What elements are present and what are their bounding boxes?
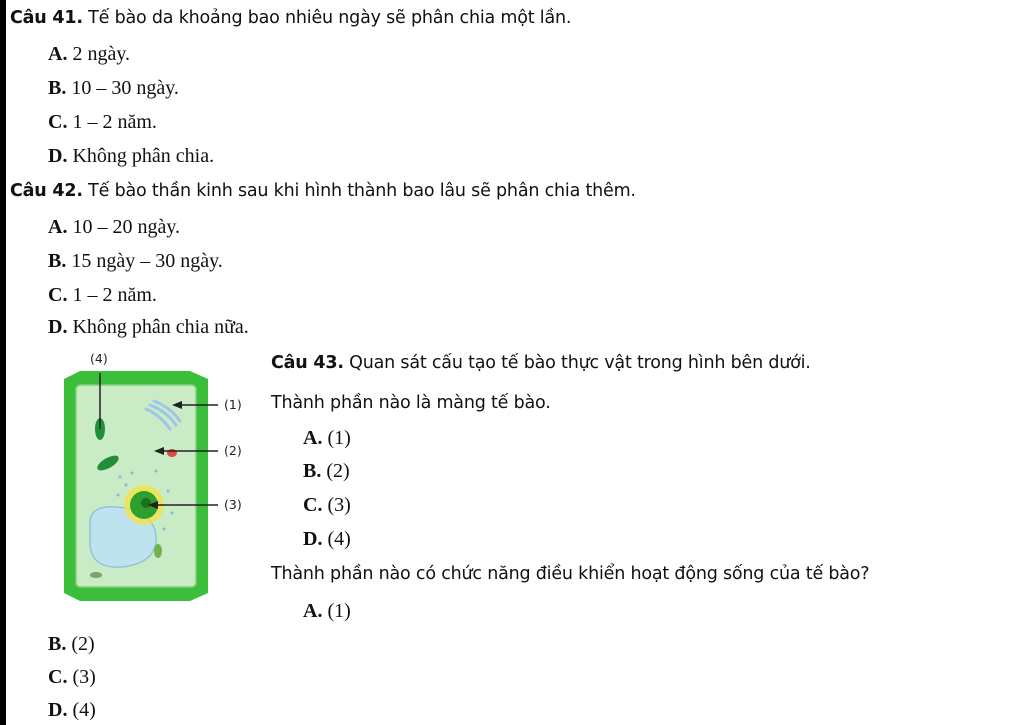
option-letter: D. (48, 699, 68, 721)
option-letter: A. (48, 216, 68, 238)
q41-option-a[interactable] (48, 43, 130, 66)
option-letter: A. (303, 427, 323, 449)
q41-option-c[interactable] (48, 111, 157, 134)
nucleolus (141, 498, 151, 508)
question-number: Câu 43. (271, 353, 344, 373)
option-letter: D. (48, 145, 68, 167)
option-text: (4) (322, 528, 351, 550)
option-text: 1 – 2 năm. (67, 111, 157, 133)
option-text: (1) (322, 427, 351, 449)
option-text: 2 ngày. (67, 43, 131, 65)
option-text: 10 – 30 ngày. (66, 77, 179, 99)
q43-1-option-a[interactable] (303, 427, 351, 450)
q43-2-option-a[interactable] (303, 600, 351, 623)
q42-option-b[interactable] (48, 250, 223, 273)
option-text: (2) (321, 460, 350, 482)
option-text: 10 – 20 ngày. (67, 216, 181, 238)
q43-sub-question-1: Thành phần nào là màng tế bào. (271, 393, 551, 413)
label-4: (4) (90, 351, 108, 366)
question-text: Tế bào da khoảng bao nhiêu ngày sẽ phân chia một lần. (82, 8, 572, 28)
question-number: Câu 42. (10, 181, 83, 201)
option-text: Không phân chia nữa. (67, 316, 249, 338)
option-letter: B. (48, 633, 67, 655)
option-letter: C. (48, 111, 68, 133)
question-text: Quan sát cấu tạo tế bào thực vật trong hình bên dưới. (343, 353, 811, 373)
option-text: (4) (67, 699, 96, 721)
question-text: Tế bào thần kinh sau khi hình thành bao lâu sẽ phân chia thêm. (82, 181, 636, 201)
q42-option-a[interactable] (48, 216, 180, 239)
option-text: Không phân chia. (67, 145, 215, 167)
option-letter: A. (48, 43, 68, 65)
question-42 (10, 181, 636, 201)
option-letter: D. (303, 528, 323, 550)
q43-2-option-d[interactable] (48, 699, 96, 722)
q43-2-option-b[interactable] (48, 633, 95, 656)
option-letter: B. (303, 460, 322, 482)
page-edge-bar (0, 0, 6, 725)
q43-2-option-c[interactable] (48, 666, 96, 689)
plant-cell-diagram (60, 345, 265, 607)
label-1: (1) (224, 397, 242, 412)
q41-option-b[interactable] (48, 77, 179, 100)
q43-1-option-c[interactable] (303, 494, 351, 517)
question-number: Câu 41. (10, 8, 83, 28)
option-text: (3) (322, 494, 351, 516)
mitochondrion (167, 449, 177, 457)
option-letter: C. (48, 284, 68, 306)
option-text: (2) (66, 633, 95, 655)
option-letter: C. (303, 494, 323, 516)
option-text: 15 ngày – 30 ngày. (66, 250, 223, 272)
option-text: 1 – 2 năm. (67, 284, 157, 306)
label-3: (3) (224, 497, 242, 512)
label-2: (2) (224, 443, 242, 458)
q43-1-option-b[interactable] (303, 460, 350, 483)
q43-sub-question-2: Thành phần nào có chức năng điều khiển hoạt động sống của tế bào? (271, 564, 870, 584)
option-letter: C. (48, 666, 68, 688)
option-letter: B. (48, 250, 67, 272)
question-43 (271, 353, 811, 373)
chloroplast (154, 544, 162, 558)
option-text: (3) (67, 666, 96, 688)
option-letter: B. (48, 77, 67, 99)
organelle (90, 572, 102, 578)
question-41 (10, 8, 571, 28)
option-letter: A. (303, 600, 323, 622)
option-letter: D. (48, 316, 68, 338)
q42-option-d[interactable] (48, 316, 249, 339)
q41-option-d[interactable] (48, 145, 214, 168)
q43-1-option-d[interactable] (303, 528, 351, 551)
option-text: (1) (322, 600, 351, 622)
q42-option-c[interactable] (48, 284, 157, 307)
